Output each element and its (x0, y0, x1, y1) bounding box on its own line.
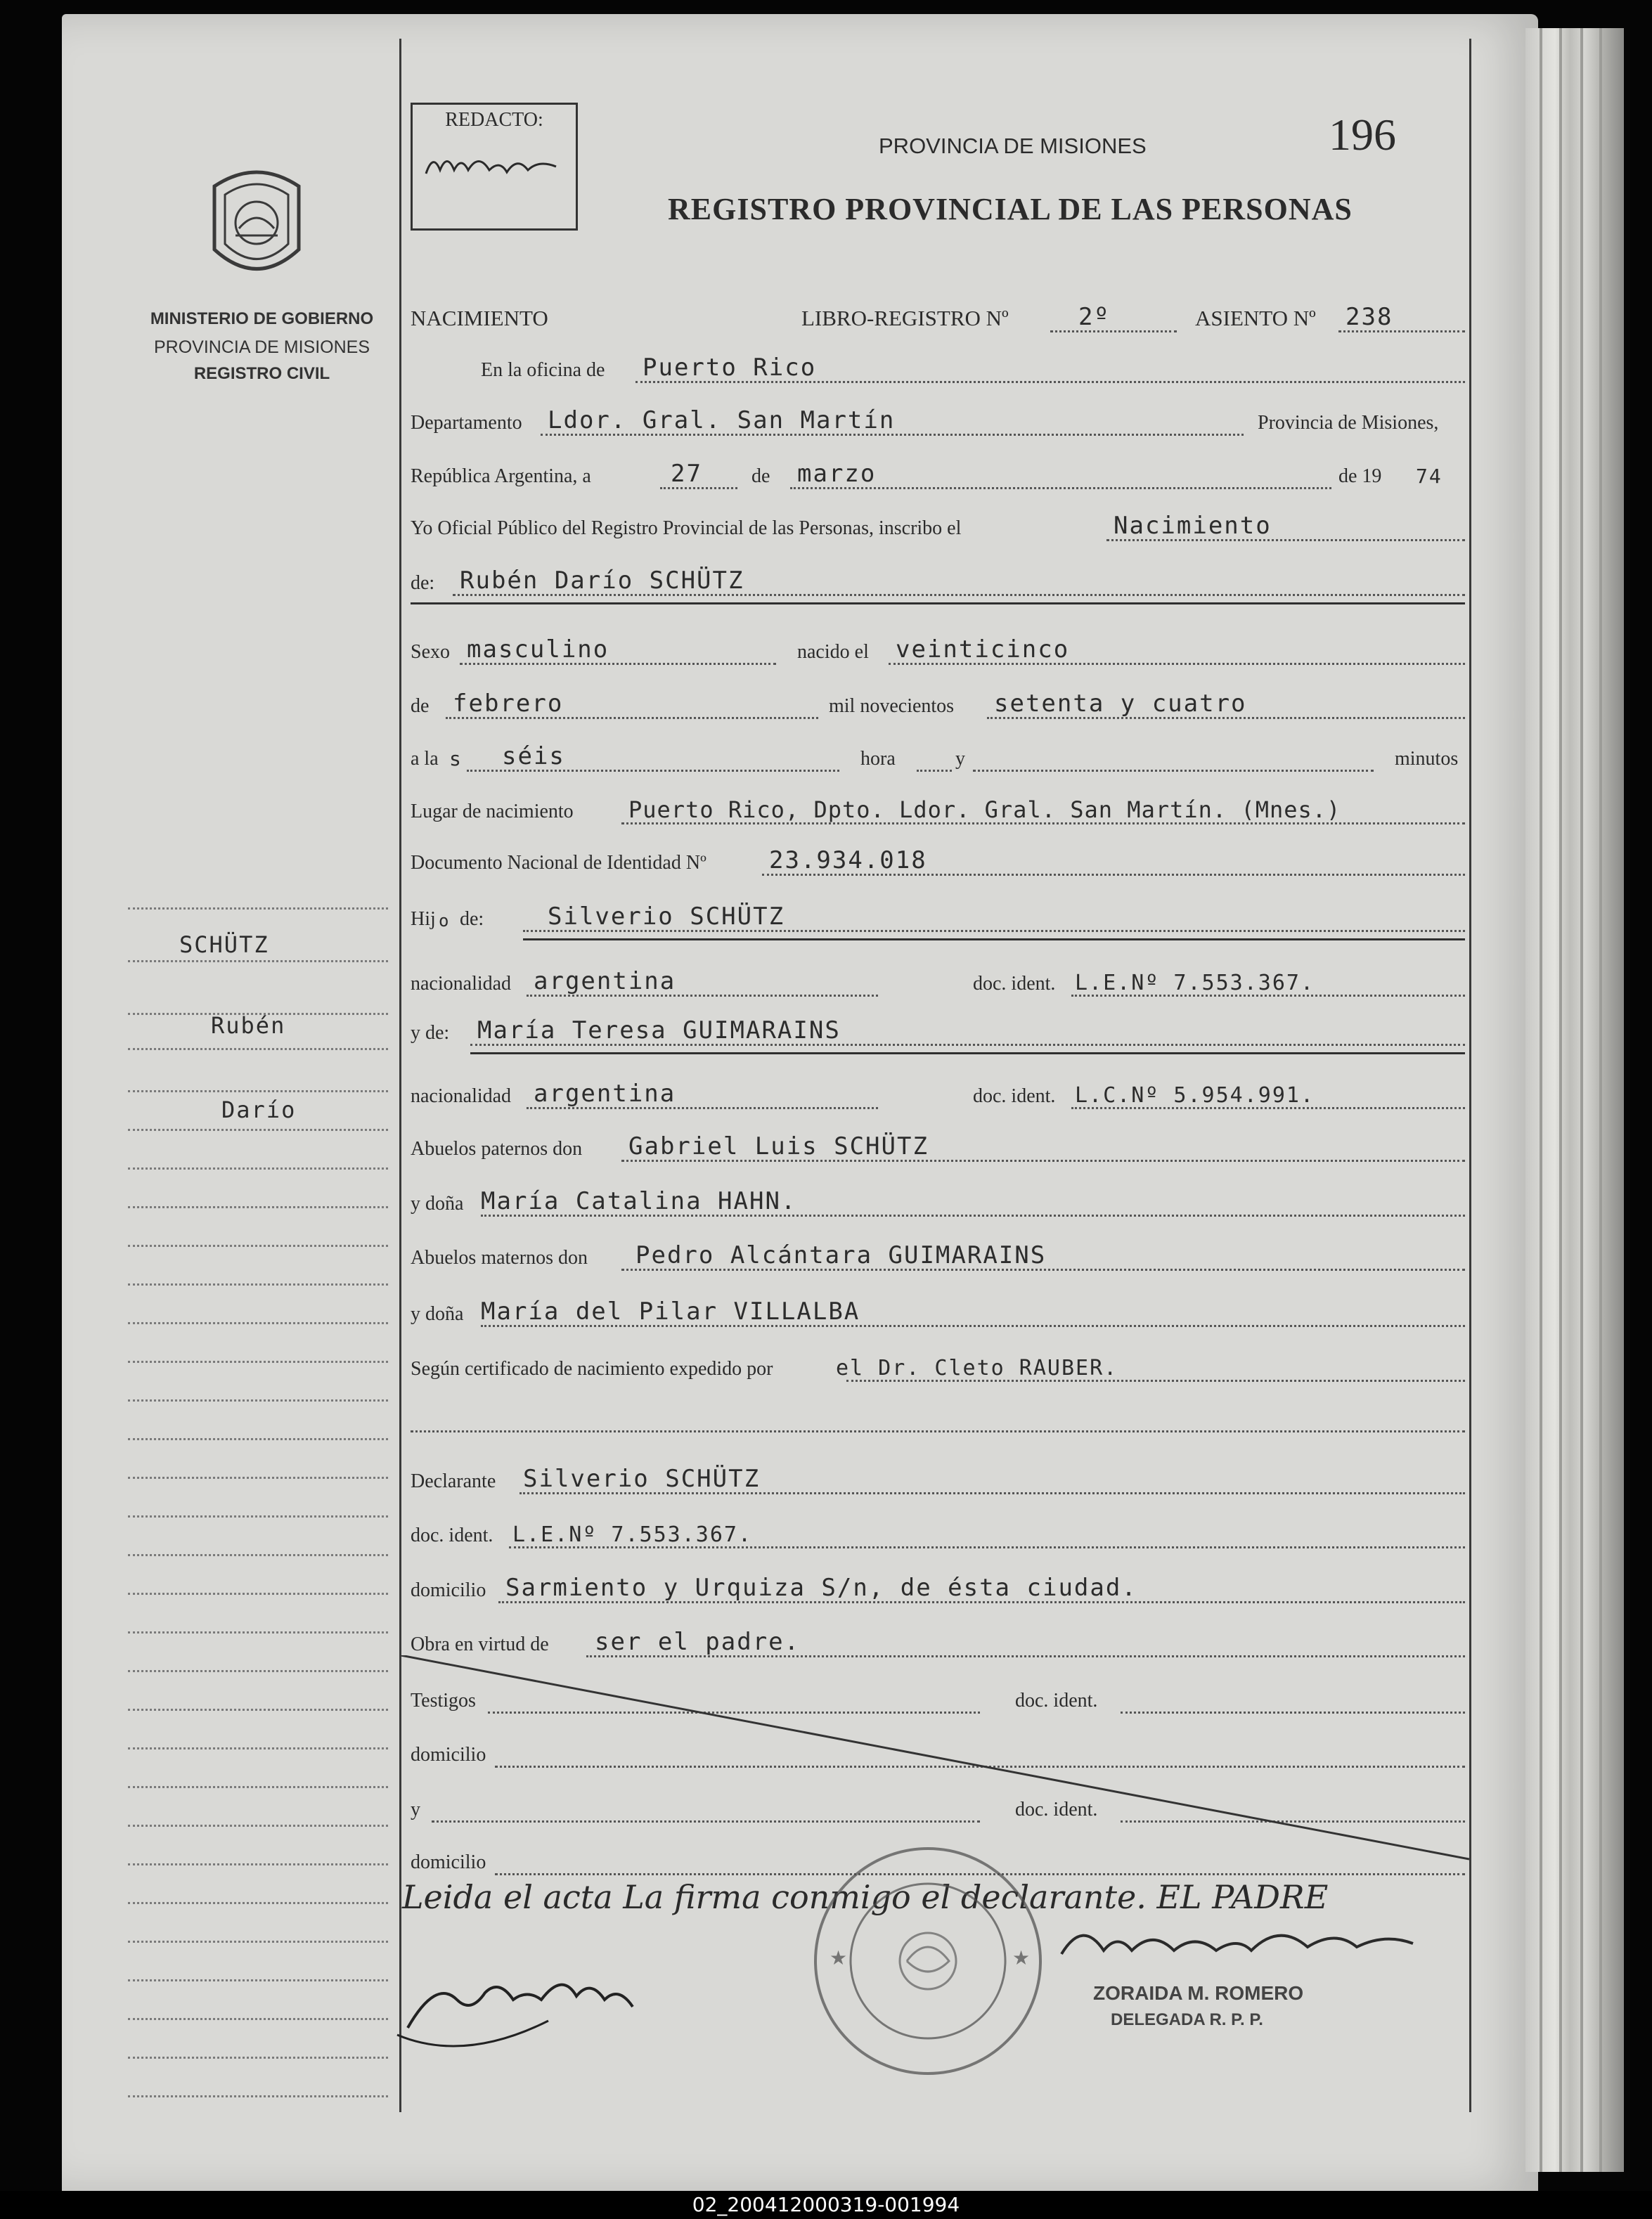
row-abuela-paterna (411, 1183, 1465, 1225)
abuela-paterna: María Catalina HAHN. (481, 1187, 797, 1215)
image-id-footer: 02_200412000319-001994 (0, 2191, 1652, 2219)
redactor-signature (422, 138, 563, 188)
year-label: de 19 (1338, 465, 1382, 487)
redacto-label: REDACTO: (445, 109, 543, 131)
birth-year-value: setenta y cuatro (994, 690, 1247, 718)
hijo-de-label: de: (460, 908, 484, 930)
y-dona-label: y doña (411, 1193, 464, 1215)
row-mother (411, 1012, 1465, 1054)
a-la-label: a la (411, 748, 439, 770)
father-doc: L.E.Nº 7.553.367. (1075, 971, 1315, 995)
libro-value: 2º (1078, 303, 1110, 331)
official-name: ZORAIDA M. ROMERO (1093, 1982, 1304, 2004)
mil-label: mil novecientos (829, 695, 955, 717)
provincial-seal-icon (200, 165, 313, 288)
oficial-value: Nacimiento (1114, 512, 1272, 540)
test-doc-label: doc. ident. (1015, 1690, 1098, 1712)
oficina-label: En la oficina de (481, 359, 605, 381)
row-declarante (411, 1461, 1465, 1503)
hora-s: s (449, 747, 463, 770)
ministry-label: MINISTERIO DE GOBIERNO (150, 309, 374, 328)
departamento-label: Departamento (411, 412, 522, 434)
nacido-label: nacido el (797, 641, 869, 663)
segun-label: Según certificado de nacimiento expedido por (411, 1358, 773, 1380)
abuelo-materno: Pedro Alcántara GUIMARAINS (635, 1241, 1047, 1269)
row-abuela-materna (411, 1293, 1465, 1335)
hijo-o: o (439, 911, 451, 931)
mother-nationality: argentina (534, 1080, 676, 1108)
birth-month-value: febrero (453, 690, 564, 718)
row-hora (411, 738, 1465, 780)
de2-label: de (411, 695, 430, 717)
row-name (411, 562, 1465, 604)
provincia-label: Provincia de Misiones, (1258, 412, 1439, 434)
test-doc2-label: doc. ident. (1015, 1799, 1098, 1820)
republica-label: República Argentina, a (411, 465, 591, 487)
doc-ident-label-2: doc. ident. (973, 1085, 1056, 1107)
official-signature (1054, 1912, 1420, 1975)
abuelos-maternos-label: Abuelos maternos don (411, 1247, 588, 1269)
row-sexo (411, 631, 1465, 673)
hora-label: hora (860, 748, 896, 770)
domicilio-label: domicilio (411, 1579, 486, 1601)
lugar-value: Puerto Rico, Dpto. Ldor. Gral. San Martín. (Mnes.) (628, 796, 1341, 823)
obra-label: Obra en virtud de (411, 1633, 549, 1655)
row-abuelo-materno (411, 1237, 1465, 1279)
sexo-label: Sexo (411, 641, 450, 663)
declarant-signature (394, 1950, 647, 2056)
domicilio-value: Sarmiento y Urquiza S/n, de ésta ciudad. (505, 1574, 1137, 1602)
test-dom2-label: domicilio (411, 1851, 486, 1873)
row-mother-nat (411, 1075, 1465, 1118)
hour-value: séis (502, 742, 565, 770)
ministry-province: PROVINCIA DE MISIONES (153, 337, 370, 357)
nacido-value: veinticinco (896, 635, 1070, 664)
abuelos-paternos-label: Abuelos paternos don (411, 1138, 583, 1160)
margin-first-name: Rubén (211, 1012, 286, 1039)
row-oficina (411, 349, 1465, 392)
libro-label: LIBRO-REGISTRO Nº (801, 306, 1009, 330)
doc-ident-label: doc. ident. (973, 973, 1056, 995)
registry-title: REGISTRO PROVINCIAL DE LAS PERSONAS (668, 192, 1353, 226)
sexo-value: masculino (467, 635, 609, 664)
svg-text:★: ★ (1012, 1948, 1031, 1969)
row-fecha (411, 455, 1465, 498)
obra-value: ser el padre. (595, 1628, 801, 1656)
row-lugar (411, 791, 1465, 833)
de-name-label: de: (411, 572, 435, 594)
margin-second-name: Darío (221, 1096, 297, 1123)
test-dom-label: domicilio (411, 1744, 486, 1766)
decl-doc-label: doc. ident. (411, 1525, 493, 1546)
type-label: NACIMIENTO (411, 306, 548, 330)
redacto-box (411, 103, 578, 231)
decl-doc-value: L.E.Nº 7.553.367. (512, 1522, 753, 1547)
asiento-label: ASIENTO Nº (1195, 306, 1316, 330)
declarante-label: Declarante (411, 1470, 496, 1492)
closing-text: Leida el acta La firma conmigo el declarante. EL PADRE (402, 1878, 1329, 1916)
province-heading: PROVINCIA DE MISIONES (879, 134, 1147, 158)
lugar-label: Lugar de nacimiento (411, 801, 574, 822)
svg-text:★: ★ (830, 1948, 848, 1969)
testigos-label: Testigos (411, 1690, 476, 1712)
y-dona-label-2: y doña (411, 1303, 464, 1325)
row-type (411, 299, 1465, 341)
registry-stamp-icon (801, 1835, 1054, 2088)
abuela-materna: María del Pilar VILLALBA (481, 1298, 860, 1326)
segun-value: el Dr. Cleto RAUBER. (836, 1356, 1118, 1380)
departamento-value: Ldor. Gral. San Martín (548, 406, 896, 434)
row-oficial (411, 507, 1465, 550)
nacionalidad-label: nacionalidad (411, 973, 512, 995)
de-label: de (751, 465, 770, 487)
row-dni (411, 842, 1465, 884)
father-nationality: argentina (534, 967, 676, 995)
row-birth-date (411, 685, 1465, 727)
hijo-label: Hij (411, 908, 436, 930)
father-value: Silverio SCHÜTZ (548, 903, 785, 931)
name-value: Rubén Darío SCHÜTZ (460, 567, 744, 595)
row-domicilio (411, 1570, 1465, 1612)
oficina-value: Puerto Rico (643, 354, 817, 382)
oficial-label: Yo Oficial Público del Registro Provincial de las Personas, inscribo el (411, 517, 962, 539)
abuelo-paterno: Gabriel Luis SCHÜTZ (628, 1132, 929, 1160)
row-father (411, 898, 1465, 940)
right-border (1469, 39, 1471, 2112)
mother-value: María Teresa GUIMARAINS (477, 1016, 841, 1044)
mother-doc: L.C.Nº 5.954.991. (1075, 1083, 1315, 1108)
page-number: 196 (1329, 110, 1396, 160)
row-abuelo-paterno (411, 1128, 1465, 1170)
row-blank (411, 1399, 1465, 1441)
official-title: DELEGADA R. P. P. (1111, 2010, 1263, 2029)
margin-surname: SCHÜTZ (179, 931, 269, 958)
registro-civil-label: REGISTRO CIVIL (193, 364, 330, 383)
dni-label: Documento Nacional de Identidad Nº (411, 852, 706, 874)
nacionalidad-label-2: nacionalidad (411, 1085, 512, 1107)
month-value: marzo (797, 460, 877, 488)
declarante-value: Silverio SCHÜTZ (523, 1465, 761, 1493)
row-departamento (411, 402, 1465, 444)
day-value: 27 (671, 460, 702, 488)
asiento-value: 238 (1346, 303, 1393, 331)
year-value: 74 (1416, 465, 1443, 488)
row-segun (411, 1348, 1465, 1390)
test-y-label: y (411, 1799, 420, 1820)
y-de-label: y de: (411, 1022, 450, 1044)
page-edges (1525, 28, 1624, 2172)
row-father-nat (411, 963, 1465, 1005)
row-decl-doc (411, 1515, 1465, 1557)
y-label: y (955, 748, 965, 770)
minutos-label: minutos (1395, 748, 1459, 770)
dni-value: 23.934.018 (769, 846, 927, 874)
